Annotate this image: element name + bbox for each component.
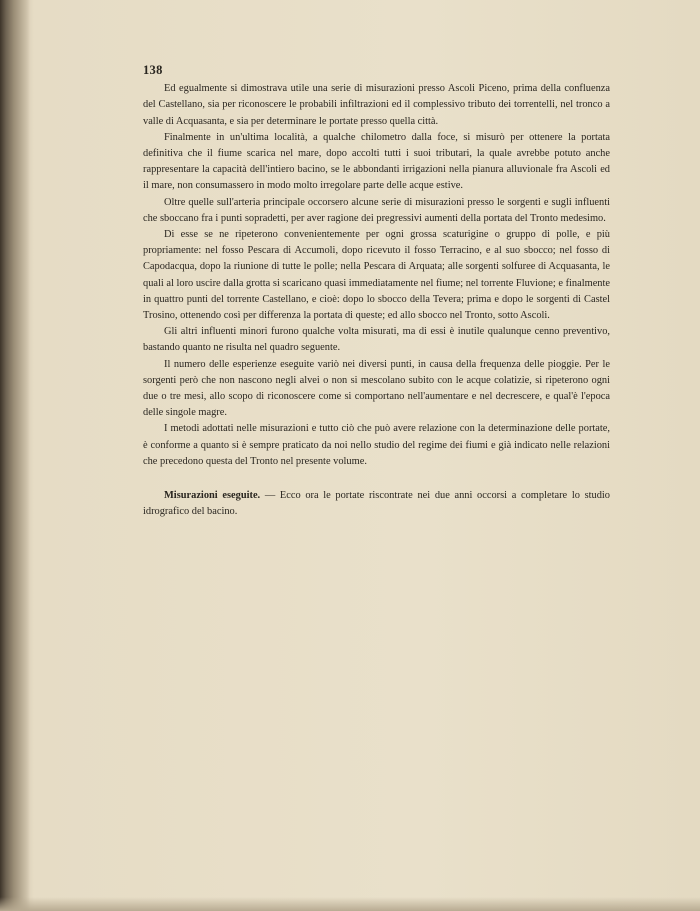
page-text-block: [143, 62, 610, 520]
paragraph-experiment-count: Il numero delle esperienze eseguite variò nei diversi punti, in causa della frequenza delle pioggie. Per le sorgenti però che non nascono negli alvei o non si mescolano subito con le acque colatizie, si ripeterono ogni due o tre mesi, allo scopo di riconoscere come si comportano nell'aumentare e nel decrescere, e qual'è l'epoca delle singole magre.: [143, 358, 610, 419]
page-bottom-edge: [0, 897, 700, 911]
paragraph-minor-tributaries: Gli altri influenti minori furono qualche volta misurati, ma di essi è inutile qualunque cenno preventivo, bastando quanto ne risulta nel quadro seguente.: [143, 326, 610, 354]
section-measurements-performed: [143, 488, 610, 520]
paragraph-final-locality: Finalmente in un'ultima località, a qualche chilometro dalla foce, si misurò per ottenere la portata definitiva che il fiume scarica nel mare, dopo accolti tutti i suoi tributari, la quale avrebbe potuto anche rappresentare la capacità dell'intiero bacino, se le abbondanti irrigazioni nella pianura alluvionale fra Ascoli ed il mare, non consumassero in modo molto irregolare parte delle acque estive.: [143, 131, 610, 192]
paragraph-sources-tributaries: Oltre quelle sull'arteria principale occorsero alcune serie di misurazioni presso le sorgenti e sugli influenti che sboccano fra i punti sopradetti, per aver ragione dei pregressivi aumenti della portata del Tronto medesimo.: [143, 196, 610, 224]
paragraph-ascoli-measurements: Ed egualmente si dimostrava utile una serie di misurazioni presso Ascoli Piceno, prima della confluenza del Castellano, sia per riconoscere le probabili infiltrazioni ed il complessivo tributo dei torrentelli, nel tronco a valle di Acquasanta, e sia per determinare le portate presso quella città.: [143, 83, 610, 127]
book-binding-gutter: [0, 0, 30, 911]
section-text: — Ecco ora le portate riscontrate nei due anni occorsi a completare lo studio idrografico del bacino.: [143, 490, 610, 518]
page-number: 138: [143, 63, 163, 77]
paragraph-springs-list: Di esse se ne ripeterono convenientemente per ogni grossa scaturigine o gruppo di polle, e più propriamente: nel fosso Pescara di Accumoli, dopo ricevuto il fosso Terracino, e al suo sbocco; nel fosso di Capodacqua, dopo la riunione di tutte le polle; nella Pescara di Arquata; alle sorgenti solfuree di Acquasanta, le quali al loro uscire dalla grotta si scaricano quasi immediatamente nel fiume; nel torrente Fluvione; e finalmente in quattro punti del torrente Castellano, e cioè: dopo lo sbocco della Tevera; prima e dopo le sorgenti di Castel Trosino, ottenendo così per differenza la portata di queste; ed allo sbocco nel Tronto, sotto Ascoli.: [143, 229, 610, 322]
paragraph-methods: I metodi adottati nelle misurazioni e tutto ciò che può avere relazione con la determinazione delle portate, è conforme a quanto si è sempre praticato da noi nello studio del regime dei fiumi e già indicato nelle relazioni che precedono questa del Tronto nel presente volume.: [143, 423, 610, 467]
section-heading: Misurazioni eseguite.: [164, 490, 261, 502]
